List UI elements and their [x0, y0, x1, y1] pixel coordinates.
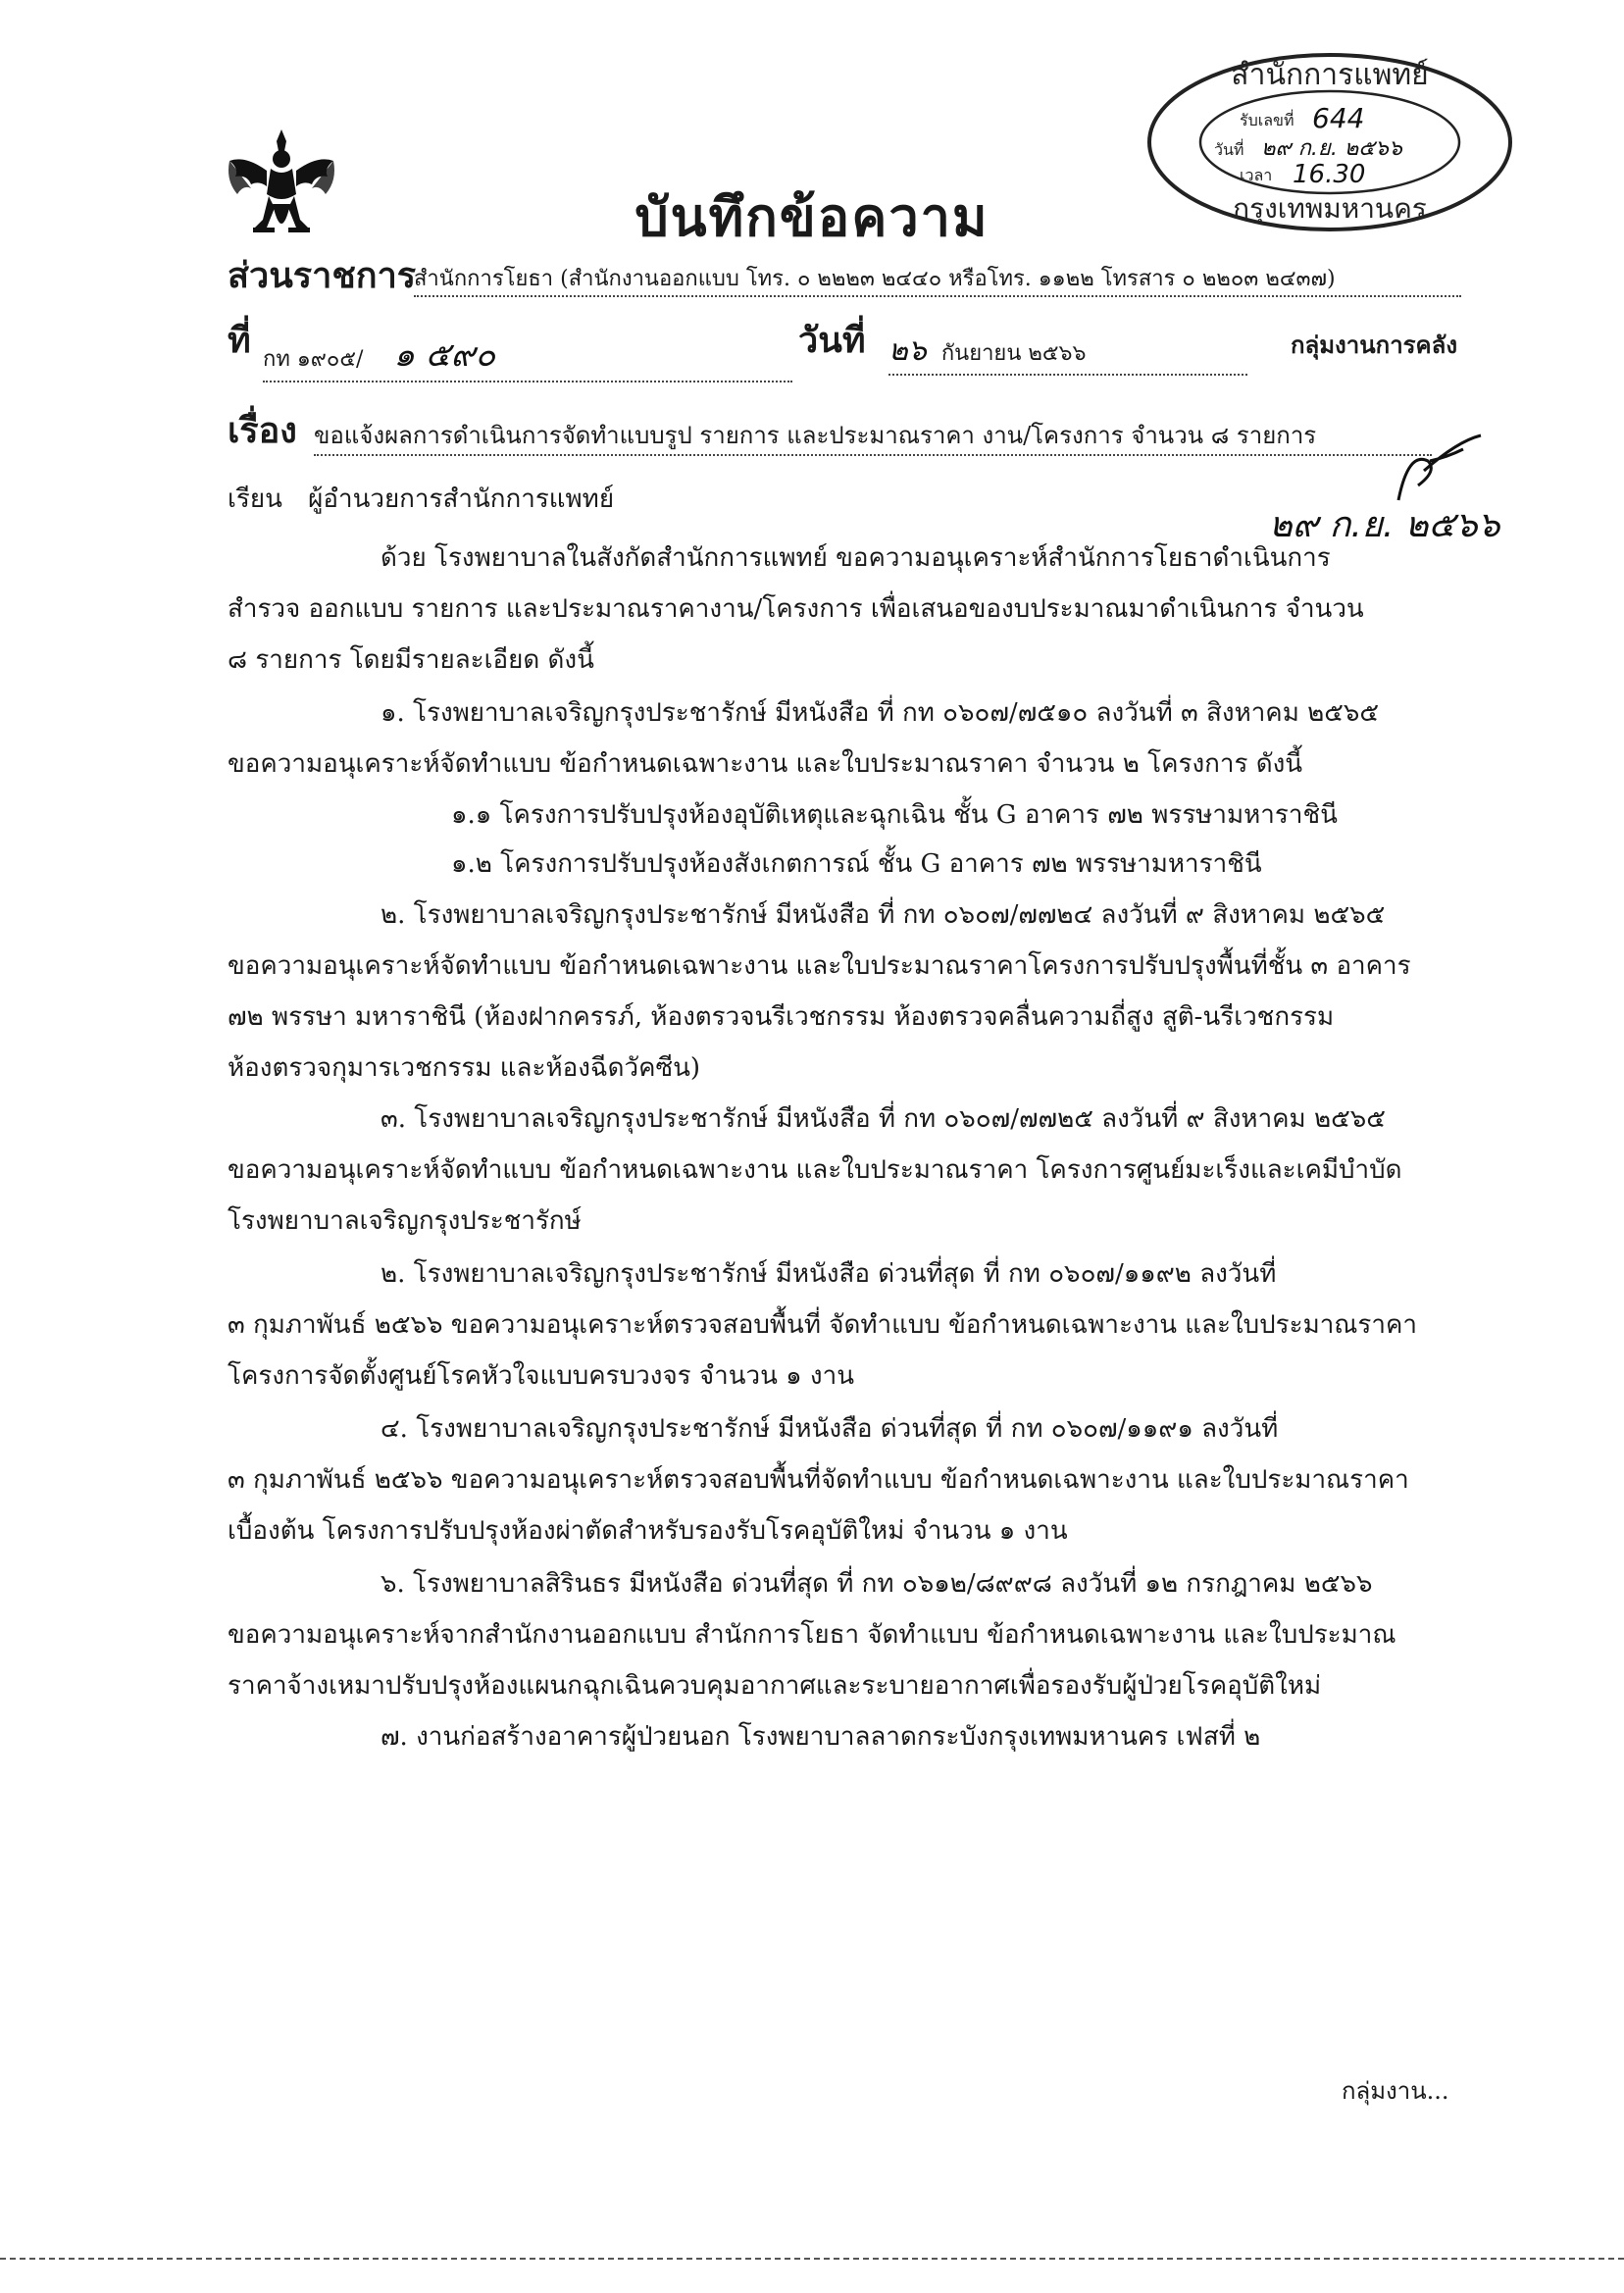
date-handwritten-day: ๒๖ [888, 333, 927, 368]
stamp-bottom-text: กรุงเทพมหานคร [1233, 192, 1427, 225]
body-line: ๑. โรงพยาบาลเจริญกรุงประชารักษ์ มีหนังสือ ที่ กท ๐๖๐๗/๗๕๑๐ ลงวันที่ ๓ สิงหาคม ๒๕๖๕ [381, 698, 1380, 728]
agency-value: สำนักการโยธา (สำนักงานออกแบบ โทร. ๐ ๒๒๒๓ ๒๔๔๐ หรือโทร. ๑๑๒๒ โทรสาร ๐ ๒๒๐๓ ๒๔๓๗) [414, 261, 1461, 297]
body-line: โครงการจัดตั้งศูนย์โรคหัวใจแบบครบวงจร จำนวน ๑ งาน [228, 1361, 854, 1391]
body-line: ๒. โรงพยาบาลเจริญกรุงประชารักษ์ มีหนังสือ ด่วนที่สุด ที่ กท ๐๖๐๗/๑๑๙๒ ลงวันที่ [381, 1259, 1277, 1289]
body-line: ๒. โรงพยาบาลเจริญกรุงประชารักษ์ มีหนังสือ ที่ กท ๐๖๐๗/๗๗๒๔ ลงวันที่ ๙ สิงหาคม ๒๕๖๕ [381, 900, 1386, 930]
body-line: ๘ รายการ โดยมีรายละเอียด ดังนี้ [228, 645, 594, 675]
subject-value: ขอแจ้งผลการดำเนินการจัดทำแบบรูป รายการ และประมาณราคา งาน/โครงการ จำนวน ๘ รายการ [314, 416, 1432, 456]
stamp-time-value: 16.30 [1293, 160, 1366, 189]
body-line: สำรวจ ออกแบบ รายการ และประมาณราคางาน/โครงการ เพื่อเสนอของบประมาณมาดำเนินการ จำนวน [228, 594, 1364, 624]
body-line: ขอความอนุเคราะห์จัดทำแบบ ข้อกำหนดเฉพาะงาน และใบประมาณราคา โครงการศูนย์มะเร็งและเคมีบำบัด [228, 1155, 1402, 1185]
body-line: ๓ กุมภาพันธ์ ๒๕๖๖ ขอความอนุเคราะห์ตรวจสอบพื้นที่จัดทำแบบ ข้อกำหนดเฉพาะงาน และใบประมาณราคา [228, 1465, 1409, 1495]
body-line: ๔. โรงพยาบาลเจริญกรุงประชารักษ์ มีหนังสือ ด่วนที่สุด ที่ กท ๐๖๐๗/๑๑๙๑ ลงวันที่ [381, 1414, 1279, 1444]
stamp-top-text: สำนักการแพทย์ [1231, 58, 1429, 92]
ref-label: ที่ [228, 320, 251, 361]
body-line: ราคาจ้างเหมาปรับปรุงห้องแผนกฉุกเฉินควบคุมอากาศและระบายอากาศเพื่อรองรับผู้ป่วยโรคอุบัติใหม่ [228, 1671, 1322, 1701]
body-line: ด้วย โรงพยาบาลในสังกัดสำนักการแพทย์ ขอความอนุเคราะห์สำนักการโยธาดำเนินการ [381, 543, 1331, 573]
body-line: ๖. โรงพยาบาลสิรินธร มีหนังสือ ด่วนที่สุด ที่ กท ๐๖๑๒/๘๙๙๘ ลงวันที่ ๑๒ กรกฎาคม ๒๕๖๖ [381, 1569, 1373, 1599]
date-month-year: กันยายน ๒๕๖๖ [940, 341, 1087, 366]
date-label: วันที่ [798, 320, 866, 361]
ref-handwritten-number: ๑ ๕๙๐ [393, 335, 496, 375]
stamp-date-label: วันที่ [1214, 140, 1244, 159]
body-line: ขอความอนุเคราะห์จัดทำแบบ ข้อกำหนดเฉพาะงาน และใบประมาณราคา จำนวน ๒ โครงการ ดังนี้ [228, 749, 1303, 779]
body-line: ๓. โรงพยาบาลเจริญกรุงประชารักษ์ มีหนังสือ ที่ กท ๐๖๐๗/๗๗๒๕ ลงวันที่ ๙ สิงหาคม ๒๕๖๕ [381, 1104, 1386, 1134]
body-line: เบื้องต้น โครงการปรับปรุงห้องผ่าตัดสำหรับรองรับโรคอุบัติใหม่ จำนวน ๑ งาน [228, 1516, 1068, 1546]
stamp-time-label: เวลา [1240, 166, 1273, 184]
to-label: เรียน [228, 484, 282, 514]
agency-label: ส่วนราชการ [228, 255, 417, 296]
body-line: ๗. งานก่อสร้างอาคารผู้ป่วยนอก โรงพยาบาลลาดกระบังกรุงเทพมหานคร เฟสที่ ๒ [381, 1722, 1261, 1752]
stamp-received-label: รับเลขที่ [1240, 111, 1294, 129]
body-line: ขอความอนุเคราะห์จากสำนักงานออกแบบ สำนักการโยธา จัดทำแบบ ข้อกำหนดเฉพาะงาน และใบประมาณ [228, 1620, 1396, 1650]
body-line: ๑.๒ โครงการปรับปรุงห้องสังเกตการณ์ ชั้น G อาคาร ๗๒ พรรษามหาราชินี [451, 849, 1262, 879]
continued-marker: กลุ่มงาน... [1342, 2077, 1449, 2105]
to-line [228, 479, 614, 519]
page-bottom-divider [0, 2258, 1624, 2260]
to-value: ผู้อำนวยการสำนักการแพทย์ [308, 484, 615, 514]
body-line: โรงพยาบาลเจริญกรุงประชารักษ์ [228, 1206, 582, 1236]
date-value [888, 328, 1247, 376]
body-line: ๓ กุมภาพันธ์ ๒๕๖๖ ขอความอนุเคราะห์ตรวจสอบพื้นที่ จัดทำแบบ ข้อกำหนดเฉพาะงาน และใบประมาณราคา [228, 1310, 1417, 1340]
stamp-date-value: ๒๙ ก.ย. ๒๕๖๖ [1261, 136, 1402, 161]
department-value: กลุ่มงานการคลัง [1291, 331, 1458, 359]
body-line: ๑.๑ โครงการปรับปรุงห้องอุบัติเหตุและฉุกเฉิน ชั้น G อาคาร ๗๒ พรรษามหาราชินี [451, 800, 1338, 830]
document-title: บันทึกข้อความ [634, 185, 990, 248]
ref-number: กท ๑๙๐๕/ [263, 347, 364, 372]
stamp-received-value: 644 [1312, 102, 1365, 134]
body-line: ขอความอนุเคราะห์จัดทำแบบ ข้อกำหนดเฉพาะงาน และใบประมาณราคาโครงการปรับปรุงพื้นที่ชั้น ๓ อาคาร [228, 951, 1411, 981]
ref-value [263, 328, 792, 382]
received-stamp [1145, 51, 1514, 233]
handwritten-receipt-date: ๒๙ ก.ย. ๒๕๖๖ [1269, 505, 1500, 545]
body-line: ห้องตรวจกุมารเวชกรรม และห้องฉีดวัคซีน) [228, 1053, 701, 1083]
subject-label: เรื่อง [228, 410, 297, 451]
body-line: ๗๒ พรรษา มหาราชินี (ห้องฝากครรภ์, ห้องตรวจนรีเวชกรรม ห้องตรวจคลื่นความถี่สูง สูติ-นรีเวชกรรม [228, 1002, 1335, 1032]
